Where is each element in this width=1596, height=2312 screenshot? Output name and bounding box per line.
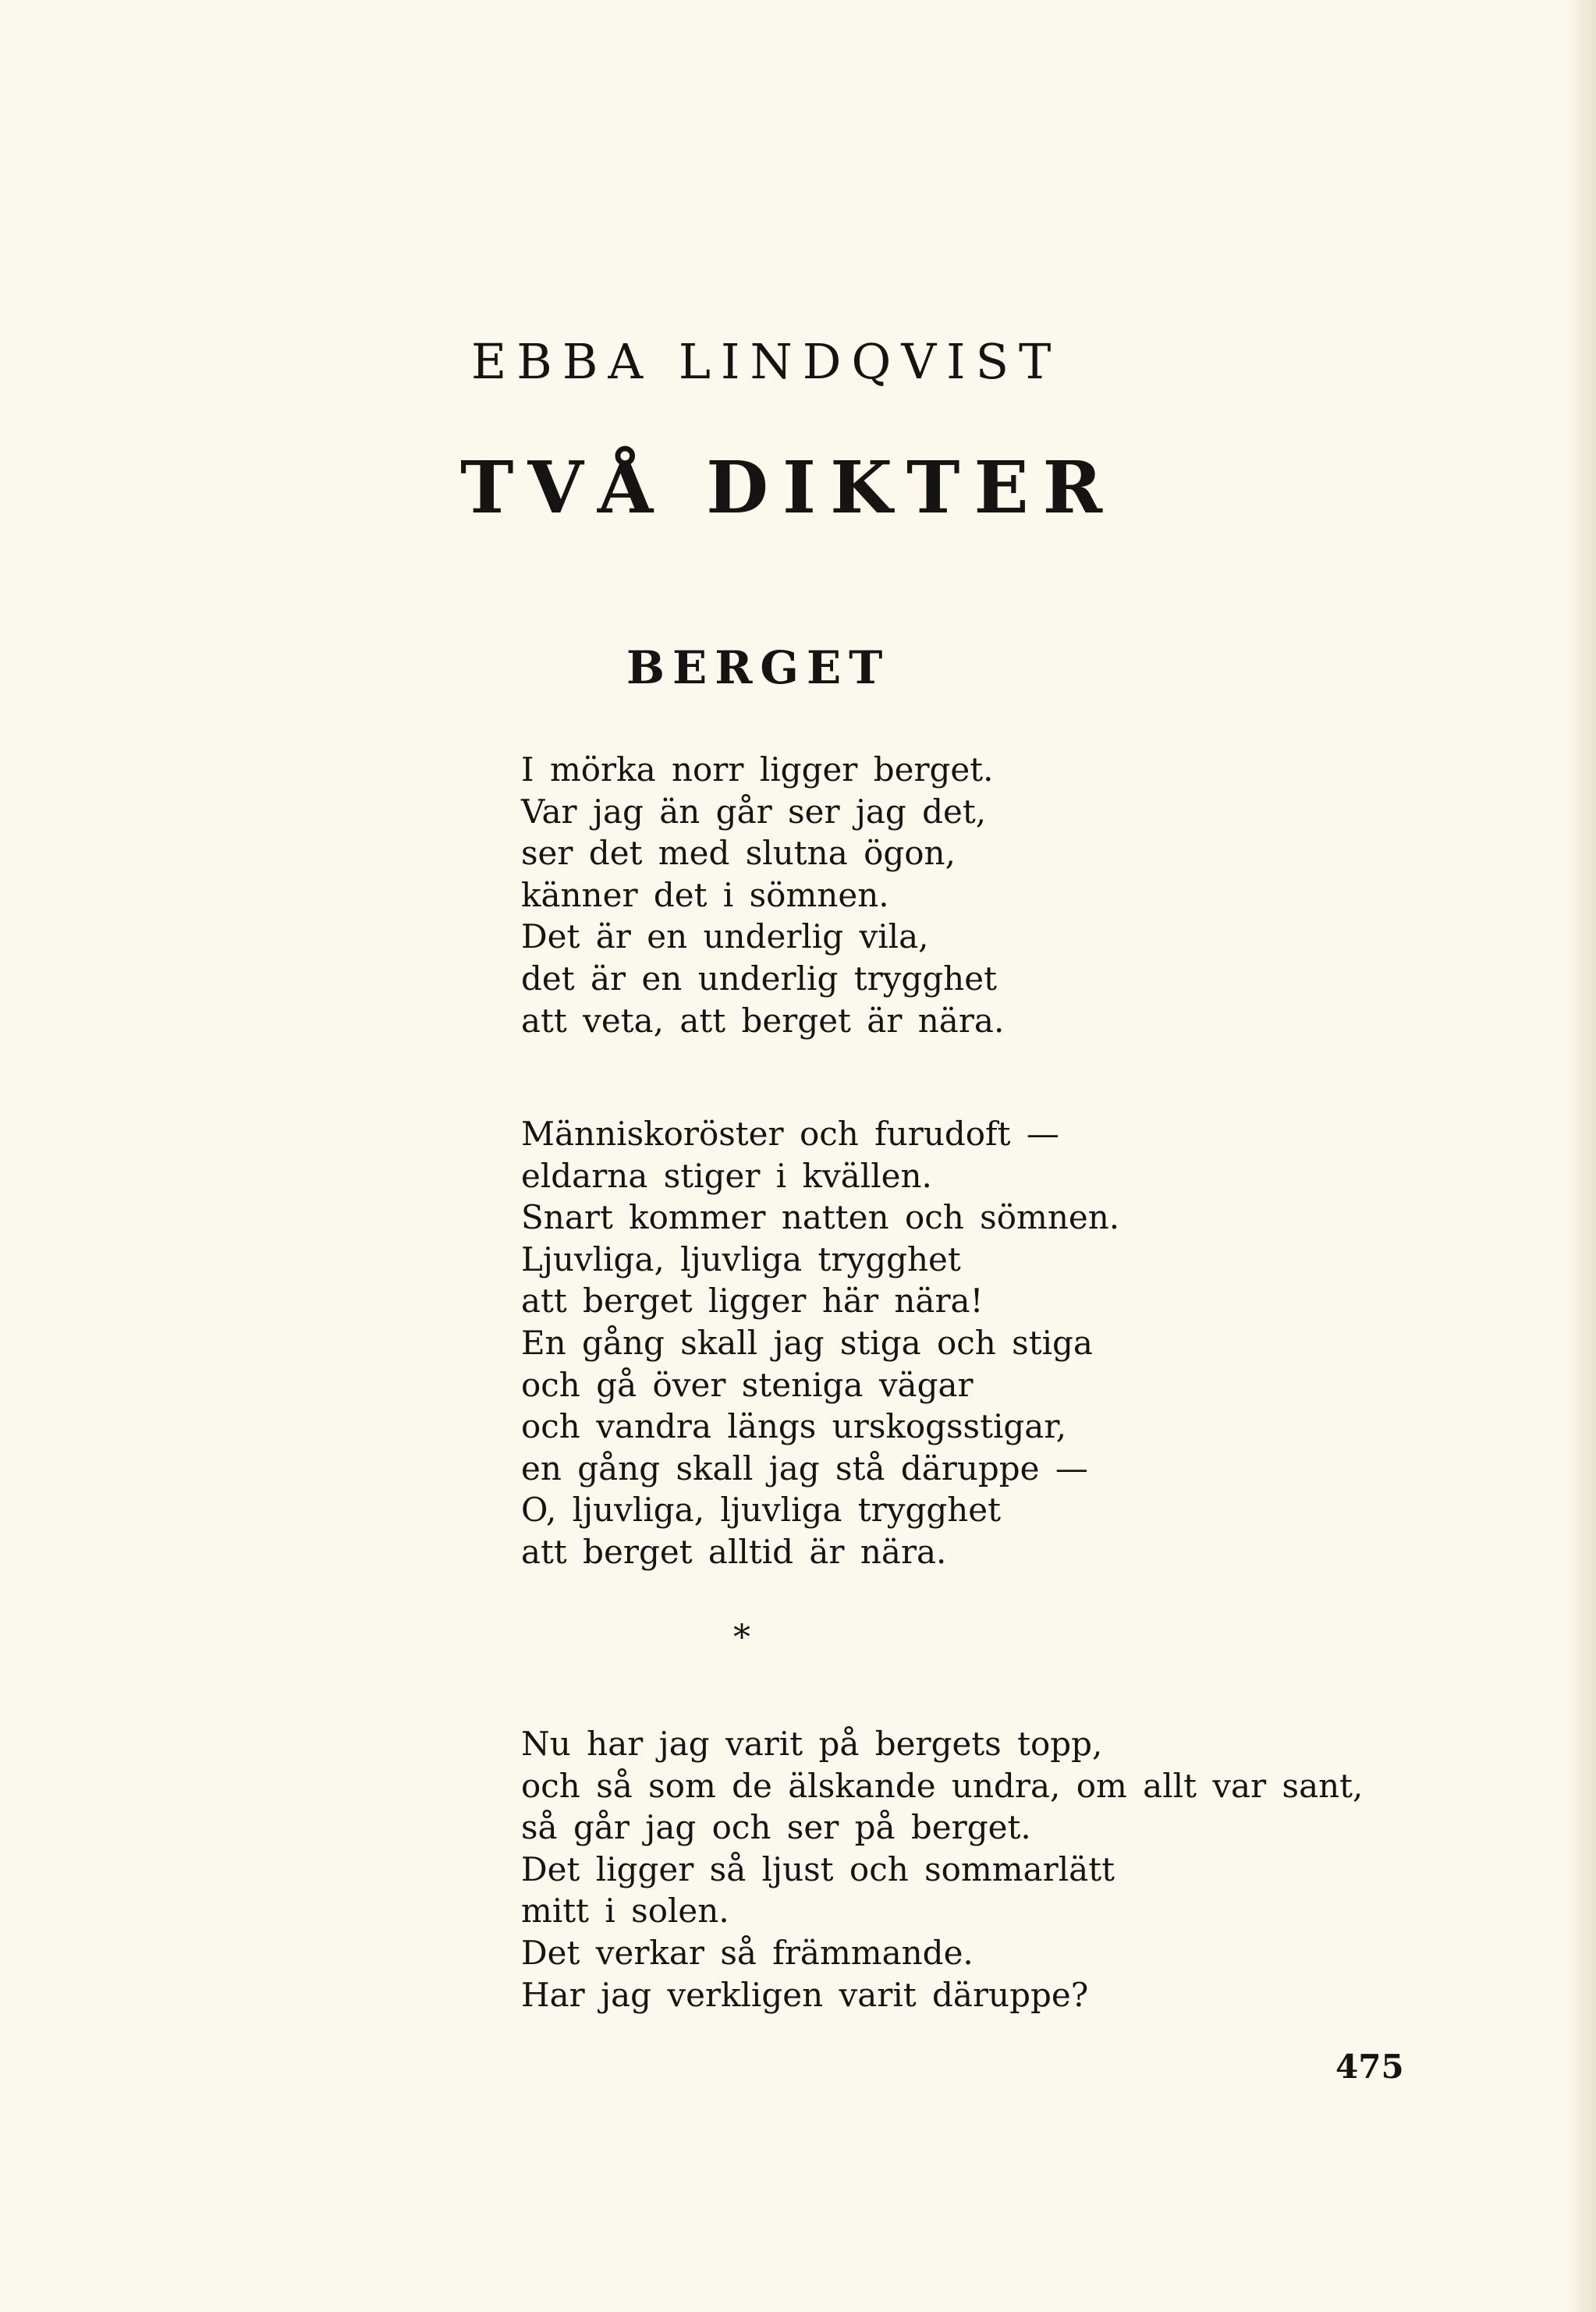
poem-line: och vandra längs urskogsstigar, xyxy=(521,1407,1067,1446)
page-edge-shadow xyxy=(1565,0,1596,2312)
poem-line: Var jag än går ser jag det, xyxy=(521,792,987,831)
stanza-2 xyxy=(521,1113,1119,1573)
poem-line: ser det med slutna ögon, xyxy=(521,834,956,873)
poem-line: eldarna stiger i kvällen. xyxy=(521,1156,932,1195)
poem-line: Människoröster och furudoft — xyxy=(521,1115,1059,1153)
poem-line: Det är en underlig vila, xyxy=(521,917,929,956)
section-separator: * xyxy=(733,1618,750,1658)
poem-line: och gå över steniga vägar xyxy=(521,1365,974,1404)
poem-line: en gång skall jag stå däruppe — xyxy=(521,1449,1088,1488)
page-number: 475 xyxy=(1335,2048,1404,2086)
poem-line: En gång skall jag stiga och stiga xyxy=(521,1323,1093,1362)
poem-title: BERGET xyxy=(626,641,891,694)
poem-line: O, ljuvliga, ljuvliga trygghet xyxy=(521,1491,1002,1530)
poem-line: känner det i sömnen. xyxy=(521,875,889,914)
poem-line: Snart kommer natten och sömnen. xyxy=(521,1198,1120,1237)
poem-line: så går jag och ser på berget. xyxy=(521,1808,1031,1847)
poem-line: att berget ligger här nära! xyxy=(521,1282,984,1321)
poem-line: Det verkar så främmande. xyxy=(521,1933,974,1972)
poem-line: Har jag verkligen varit däruppe? xyxy=(521,1975,1089,2014)
stanza-1 xyxy=(521,749,1004,1041)
poem-line: att veta, att berget är nära. xyxy=(521,1001,1005,1040)
poem-line: mitt i solen. xyxy=(521,1892,729,1931)
author-name: EBBA LINDQVIST xyxy=(471,333,1062,390)
poem-line: och så som de älskande undra, om allt var sant, xyxy=(521,1766,1364,1805)
poem-line: Det ligger så ljust och sommarlätt xyxy=(521,1849,1115,1888)
poem-line: att berget alltid är nära. xyxy=(521,1532,947,1571)
poem-line: Ljuvliga, ljuvliga trygghet xyxy=(521,1239,961,1278)
poem-line: I mörka norr ligger berget. xyxy=(521,750,994,789)
poem-line: det är en underlig trygghet xyxy=(521,959,997,998)
poem-line: Nu har jag varit på bergets topp, xyxy=(521,1725,1103,1763)
stanza-3 xyxy=(521,1723,1363,2016)
page-title: TVÅ DIKTER xyxy=(460,445,1117,530)
